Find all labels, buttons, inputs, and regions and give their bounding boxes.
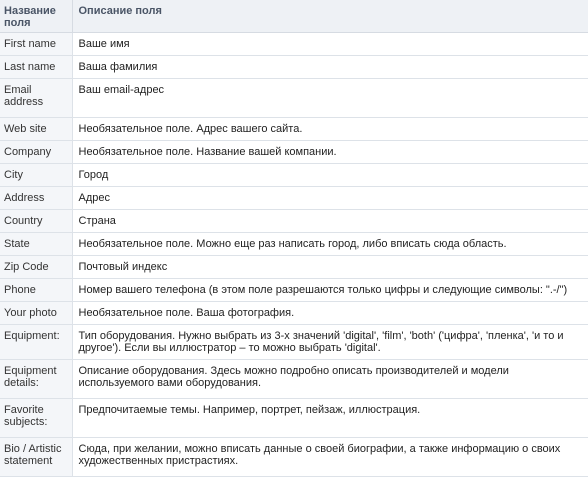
table-row	[0, 141, 588, 164]
table-row	[0, 118, 588, 141]
field-name: Bio / Artistic statement	[0, 438, 72, 477]
field-description: Страна	[72, 210, 588, 233]
table-row	[0, 56, 588, 79]
table-row	[0, 79, 588, 118]
table-row	[0, 256, 588, 279]
field-name: Zip Code	[0, 256, 72, 279]
field-name: Phone	[0, 279, 72, 302]
table-row	[0, 279, 588, 302]
column-header-name: Название поля	[0, 0, 72, 33]
table-row	[0, 233, 588, 256]
field-name: Last name	[0, 56, 72, 79]
table-row	[0, 210, 588, 233]
table-row	[0, 164, 588, 187]
field-description: Ваше имя	[72, 33, 588, 56]
field-description: Ваша фамилия	[72, 56, 588, 79]
field-name: Country	[0, 210, 72, 233]
field-description: Ваш email-адрес	[72, 79, 588, 118]
table-header-row	[0, 0, 588, 33]
field-description: Адрес	[72, 187, 588, 210]
field-name: State	[0, 233, 72, 256]
field-description: Описание оборудования. Здесь можно подробно описать производителей и модели используемого вами оборудования.	[72, 360, 588, 399]
field-name: Favorite subjects:	[0, 399, 72, 438]
field-name: Equipment details:	[0, 360, 72, 399]
table-row	[0, 187, 588, 210]
field-description: Город	[72, 164, 588, 187]
field-description: Номер вашего телефона (в этом поле разрешаются только цифры и следующие символы: ".-/")	[72, 279, 588, 302]
field-description: Необязательное поле. Название вашей компании.	[72, 141, 588, 164]
field-description: Необязательное поле. Адрес вашего сайта.	[72, 118, 588, 141]
field-description: Сюда, при желании, можно вписать данные о своей биографии, а также информацию о своих художественных пристрастиях.	[72, 438, 588, 477]
field-description: Почтовый индекс	[72, 256, 588, 279]
table-row	[0, 360, 588, 399]
field-description: Тип оборудования. Нужно выбрать из 3-х значений 'digital', 'film', 'both' ('цифра', 'пленка', 'и то и другое'). Если вы иллюстратор – то можно выбрать 'digital'.	[72, 325, 588, 360]
field-name: Your photo	[0, 302, 72, 325]
field-description: Необязательное поле. Ваша фотография.	[72, 302, 588, 325]
field-name: First name	[0, 33, 72, 56]
table-row	[0, 325, 588, 360]
table-row	[0, 438, 588, 477]
table-row	[0, 33, 588, 56]
field-description: Предпочитаемые темы. Например, портрет, пейзаж, иллюстрация.	[72, 399, 588, 438]
field-name: Address	[0, 187, 72, 210]
field-name: Company	[0, 141, 72, 164]
column-header-description: Описание поля	[72, 0, 588, 33]
field-name: Email address	[0, 79, 72, 118]
table-row	[0, 399, 588, 438]
table-row	[0, 302, 588, 325]
field-name: Web site	[0, 118, 72, 141]
field-name: City	[0, 164, 72, 187]
field-description: Необязательное поле. Можно еще раз написать город, либо вписать сюда область.	[72, 233, 588, 256]
field-name: Equipment:	[0, 325, 72, 360]
